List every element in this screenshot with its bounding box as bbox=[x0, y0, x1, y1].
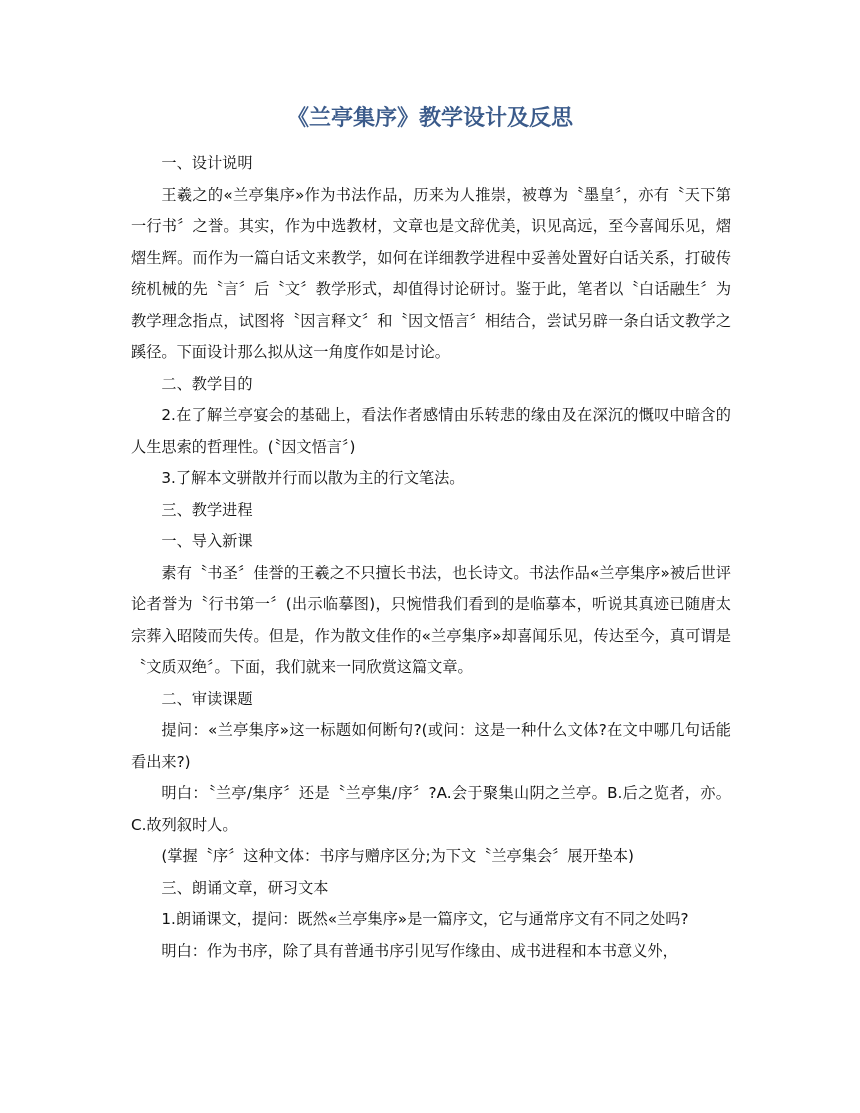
paragraph: 2.在了解兰亭宴会的基础上，看法作者感情由乐转悲的缘由及在深沉的慨叹中暗含的人生思索的哲理性。(〝因文悟言〞) bbox=[131, 406, 731, 456]
paragraph: 王羲之的«兰亭集序»作为书法作品，历来为人推崇，被尊为〝墨皇〞，亦有〝天下第一行书〞之誉。其实，作为中选教材，文章也是文辞优美，识见高远，至今喜闻乐见，熠熠生辉。而作为一篇白话文来教学，如何在详细教学进程中妥善处置好白话关系，打破传统机械的先〝言〞后〝文〞教学形式，却值得讨论研讨。鉴于此，笔者以〝白话融生〞为教学理念指点，试图将〝因言释文〞和〝因文悟言〞相结合，尝试另辟一条白话文教学之蹊径。下面设计那么拟从这一角度作如是讨论。 bbox=[131, 185, 731, 361]
paragraph: 3.了解本文骈散并行而以散为主的行文笔法。 bbox=[161, 469, 465, 487]
paragraph: (掌握〝序〞这种文体：书序与赠序区分;为下文〝兰亭集会〞展开垫本) bbox=[161, 847, 634, 865]
document-body bbox=[131, 148, 731, 967]
paragraph: 1.朗诵课文，提问：既然«兰亭集序»是一篇序文，它与通常序文有不同之处吗? bbox=[161, 910, 689, 928]
subsection-heading: 三、朗诵文章，研习文本 bbox=[161, 878, 329, 897]
paragraph: 提问：«兰亭集序»这一标题如何断句?(或问：这是一种什么文体?在文中哪几句话能看出来?) bbox=[131, 721, 731, 771]
subsection-heading: 一、导入新课 bbox=[161, 532, 253, 550]
subsection-heading: 二、审读课题 bbox=[161, 689, 253, 708]
section-heading: 三、教学进程 bbox=[161, 500, 253, 519]
section-heading: 一、设计说明 bbox=[161, 154, 253, 172]
section-heading: 二、教学目的 bbox=[161, 374, 253, 393]
document-title: 《兰亭集序》教学设计及反思 bbox=[286, 105, 573, 131]
paragraph: 素有〝书圣〞佳誉的王羲之不只擅长书法，也长诗文。书法作品«兰亭集序»被后世评论者誉为〝行书第一〞(出示临摹图)，只惋惜我们看到的是临摹本，听说其真迹已随唐太宗葬入昭陵而失传。但是，作为散文佳作的«兰亭集序»却喜闻乐见，传达至今，真可谓是〝文质双绝〞。下面，我们就来一同欣赏这篇文章。 bbox=[131, 563, 731, 676]
paragraph: 明白：作为书序，除了具有普通书序引见写作缘由、成书进程和本书意义外， bbox=[161, 941, 678, 960]
paragraph: 明白：〝兰亭/集序〞还是〝兰亭集/序〞?A.会于聚集山阴之兰亭。B.后之览者，亦。C.故列叙时人。 bbox=[131, 784, 731, 834]
